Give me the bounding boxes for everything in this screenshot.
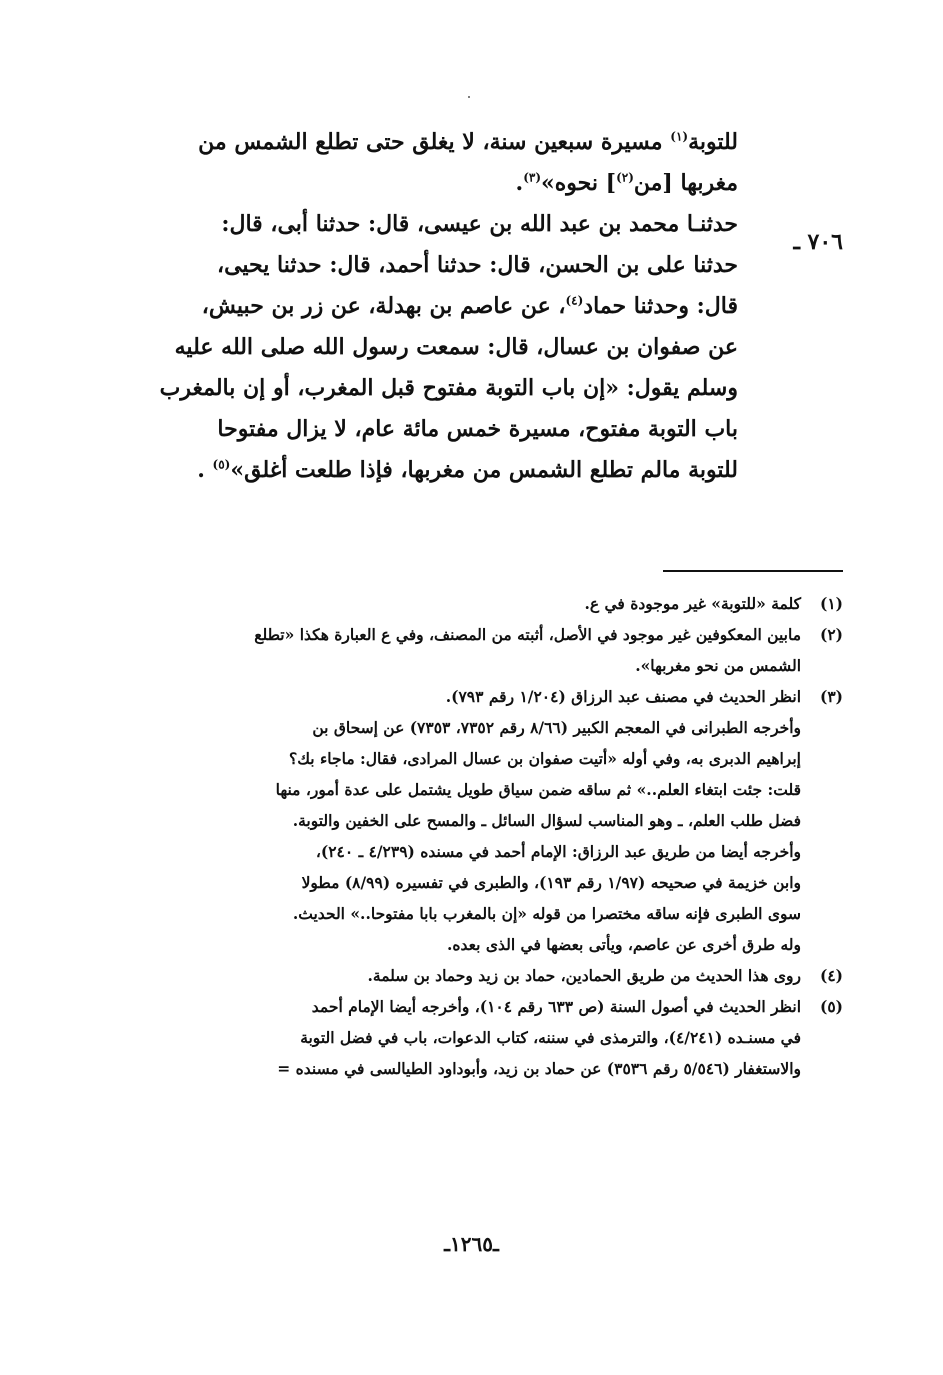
footnote-line: كلمة «للتوبة» غير موجودة في ع. [584, 594, 801, 613]
text-run: . [197, 457, 213, 483]
footnote [123, 588, 843, 619]
hadith-line: باب التوبة مفتوح، مسيرة خمس مائة عام، لا يزال مفتوحا [217, 416, 738, 442]
footnote-ref: (٤) [565, 293, 584, 308]
footnote-line: وأخرجه أيضا من طريق عبد الرزاق: الإمام أحمد في مسنده (٤/٢٣٩ ـ ٢٤٠)، [315, 842, 801, 861]
footnote [123, 619, 843, 681]
footnote-line: سوى الطبرى فإنه ساقه مختصرا من قوله «إن بالمغرب بابا مفتوحا..» الحديث. [292, 904, 801, 923]
text-run: قال: وحدثنا حماد [583, 293, 738, 319]
footnote-ref: (٣) [523, 170, 542, 185]
footnote-number: (٥) [819, 997, 843, 1016]
hadith-line: وسلم يقول: «إن باب التوبة مفتوح قبل المغرب، أو إن بالمغرب [159, 375, 738, 401]
footnote-ref: (٥) [212, 457, 231, 472]
hadith-line: حدثنـا محمد بن عبد الله بن عيسى، قال: حدثنا أبى، قال: [221, 211, 738, 237]
footnote [123, 681, 843, 960]
footnote-line: وابن خزيمة في صحيحه (١/٩٧ رقم ١٩٣)، والطبرى في تفسيره (٨/٩٩) مطولا [301, 873, 801, 892]
footnote-number: (٢) [819, 625, 843, 644]
text-run: مغربها [من [633, 170, 738, 196]
footnote-line: قلت: جئت ابتغاء العلم..» ثم ساقه ضمن سياق طويل يشتمل على عدة أمور، منها [275, 780, 801, 799]
hadith-number: ٧٠٦ ـ [793, 229, 843, 255]
text-run: ، عن عاصم بن بهدلة، عن زر بن حبيش، [201, 293, 566, 319]
footnote-line: انظر الحديث في مصنف عبد الرزاق (١/٢٠٤ رقم ٧٩٣). [445, 687, 801, 706]
page-number: ـ١٢٦٥ـ [444, 1232, 499, 1256]
hadith-line: عن صفوان بن عسال، قال: سمعت رسول الله صلى الله عليه [174, 334, 738, 360]
footnote-number: (١) [819, 594, 843, 613]
footnote-line: فضل طلب العلم، ـ وهو المناسب لسؤال السائل ـ والمسح على الخفين والتوبة. [292, 811, 801, 830]
main-text [133, 122, 738, 491]
main-line [133, 163, 738, 204]
footnote-line: وأخرجه الطبرانى في المعجم الكبير (٨/٦٦ رقم ٧٣٥٢، ٧٣٥٣) عن إسحاق بن [312, 718, 801, 737]
footnote-line: والاستغفار (٥/٥٤٦ رقم ٣٥٣٦) عن حماد بن زيد، وأبوداود الطيالسى في مسنده = [277, 1059, 801, 1078]
footnote-line: وله طرق أخرى عن عاصم، ويأتى بعضها في الذى بعده. [447, 935, 801, 954]
footnote-line: انظر الحديث في أصول السنة (ص ٦٣٣ رقم ١٠٤)، وأخرجه أيضا الإمام أحمد [311, 997, 801, 1016]
main-line [133, 122, 738, 163]
footnote-line: مابين المعكوفين غير موجود في الأصل، أثبته من المصنف، وفي ع العبارة هكذا «تطلع [254, 625, 801, 644]
hadith-line [133, 286, 738, 327]
text-run: مسيرة سبعين سنة، لا يغلق حتى تطلع الشمس من [198, 129, 671, 155]
footnote [123, 960, 843, 991]
footnote-number: (٤) [819, 966, 843, 985]
text-run: للتوبة مالم تطلع الشمس من مغربها، فإذا طلعت أغلق» [230, 457, 738, 483]
hadith-line: حدثنا على بن الحسن، قال: حدثنا أحمد، قال: حدثنا يحيى، [216, 252, 738, 278]
footnote-ref: (٢) [616, 170, 634, 185]
footnote-separator [663, 570, 843, 572]
footnote-number: (٣) [819, 687, 843, 706]
footnote-line: روى هذا الحديث من طريق الحمادين، حماد بن زيد وحماد بن سلمة. [367, 966, 801, 985]
text-run: . [515, 170, 524, 196]
text-run: ] نحوه» [541, 170, 617, 196]
footnote-line: الشمس من نحو مغربها». [635, 656, 801, 675]
text-run: للتوبة [688, 129, 738, 155]
scan-speck [468, 96, 470, 98]
footnote-line: في مسنـده (٤/٢٤١)، والترمذى في سننه، كتاب الدعوات، باب في فضل التوبة [300, 1028, 801, 1047]
footnotes [123, 588, 843, 1084]
footnote [123, 991, 843, 1084]
hadith-line [133, 450, 738, 491]
footnote-line: إبراهيم الدبرى به، وفي أوله «أتيت صفوان بن عسال المرادى، فقال: ماجاء بك؟ [289, 749, 801, 768]
footnote-ref: (١) [670, 129, 689, 144]
